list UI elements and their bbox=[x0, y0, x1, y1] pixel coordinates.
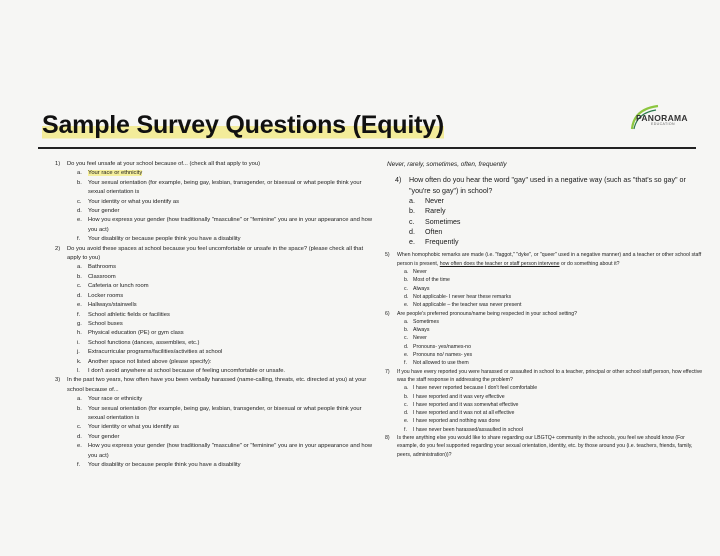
option bbox=[55, 320, 375, 329]
option-text: Always bbox=[413, 285, 430, 292]
option-letter: j. bbox=[77, 349, 80, 356]
option bbox=[55, 405, 375, 424]
option-text: Your gender bbox=[88, 433, 120, 440]
option bbox=[55, 348, 375, 357]
option-letter: c. bbox=[77, 424, 82, 431]
option-text: Hallways/stairwells bbox=[88, 302, 137, 309]
option bbox=[55, 216, 375, 235]
option bbox=[55, 301, 375, 310]
option-letter: b. bbox=[409, 207, 415, 216]
option-text: School functions (dances, assemblies, etc.) bbox=[88, 339, 200, 346]
option bbox=[385, 196, 703, 206]
option-text: Never bbox=[413, 335, 427, 342]
option-text: Sometimes bbox=[413, 318, 439, 325]
option bbox=[385, 417, 703, 425]
option bbox=[55, 358, 375, 367]
left-column bbox=[55, 160, 375, 470]
option-text: How you express your gender (how traditionally "masculine" or "feminine" you are in your appearance and how you act) bbox=[88, 217, 373, 233]
option-letter: c. bbox=[404, 335, 409, 342]
option-text: Bathrooms bbox=[88, 264, 117, 271]
option bbox=[55, 395, 375, 404]
question-text: Do you avoid these spaces at school because you feel uncomfortable or unsafe in the space? (please check all that apply to you) bbox=[67, 245, 364, 262]
option-text: Classroom bbox=[88, 273, 116, 280]
option bbox=[385, 326, 703, 334]
option-text: I have never been harassed/assaulted in school bbox=[413, 426, 523, 433]
option bbox=[385, 227, 703, 237]
scale-note: Never, rarely, sometimes, often, frequently bbox=[387, 161, 507, 168]
option-letter: l. bbox=[77, 367, 80, 374]
option-text: I have never reported because I don't feel comfortable bbox=[413, 385, 538, 392]
option bbox=[385, 409, 703, 417]
option-text: Not applicable – the teacher was never present bbox=[413, 302, 522, 309]
right-column bbox=[385, 160, 703, 459]
option-letter: e. bbox=[77, 217, 82, 224]
option bbox=[55, 367, 375, 376]
option bbox=[385, 334, 703, 342]
question-7: 7) If you have every reported you were harassed or assaulted in school to a teacher, principal or other school staff person, how effective was the staff response in addressing the problem? bbox=[385, 368, 703, 383]
title-divider bbox=[38, 147, 696, 149]
option-text: Your identity or what you identify as bbox=[88, 424, 179, 431]
option-text: Your disability or because people think you have a disability bbox=[88, 236, 241, 243]
option bbox=[385, 206, 703, 216]
question-text: Do you feel unsafe at your school because of... (check all that apply to you) bbox=[67, 161, 261, 167]
option-letter: c. bbox=[404, 401, 409, 408]
option-letter: c. bbox=[404, 285, 409, 292]
question-8: 8) Is there anything else you would like to share regarding our LBGTQ+ community in the schools, you feel we should know (For example, do you feel supported regarding your sexual orientation, identity, etc. by those around you (i.e. teachers, friends, family, peers, administration))? bbox=[385, 435, 693, 458]
option-text: Cafeteria or lunch room bbox=[88, 283, 149, 290]
option-text: Your race or ethnicity bbox=[88, 170, 143, 177]
option-letter: c. bbox=[77, 283, 82, 290]
question-1: 1) Do you feel unsafe at your school because of... (check all that apply to you) bbox=[55, 161, 261, 167]
option-letter: d. bbox=[404, 343, 409, 350]
option bbox=[385, 268, 703, 276]
option-letter: b. bbox=[77, 405, 82, 412]
question-text: Is there anything else you would like to share regarding our LBGTQ+ community in the schools, you feel we should know (For example, do you feel supported regarding your sexual orientation, identity, etc. by those around you (i.e. teachers, friends, family, peers, administration))? bbox=[397, 435, 693, 458]
option-letter: d. bbox=[409, 227, 415, 236]
option-text: Locker rooms bbox=[88, 292, 124, 299]
question-text: In the past two years, how often have you been verbally harassed (name-calling, threats, etc. directed at you) at your school because of... bbox=[67, 377, 367, 393]
option-text: Rarely bbox=[425, 207, 446, 216]
option-text: Sometimes bbox=[425, 217, 461, 226]
emphasis-underline: how often does the teacher or staff person intervene bbox=[439, 260, 560, 267]
option-text: How you express your gender (how traditionally "masculine" or "feminine" you are in your appearance and how you act) bbox=[88, 443, 373, 459]
option-text: I have reported and it was not at all effective bbox=[413, 410, 515, 417]
option-text: Always bbox=[413, 327, 430, 334]
option bbox=[55, 461, 375, 470]
question-4: 4) How often do you hear the word "gay" used in a negative way (such as "that's so gay" or "you're so gay") in school? bbox=[395, 176, 686, 195]
option-letter: e. bbox=[404, 352, 409, 359]
option-letter: k. bbox=[77, 358, 82, 365]
option-text: I don't avoid anywhere at school because of feeling uncomfortable or unsafe. bbox=[88, 367, 286, 374]
option-letter: e. bbox=[77, 443, 82, 450]
option bbox=[55, 282, 375, 291]
option-letter: b. bbox=[77, 273, 82, 280]
question-6: 6) Are people's preferred pronouns/name being respected in your school setting? bbox=[385, 310, 578, 317]
option-letter: a. bbox=[409, 197, 415, 205]
option-text: I have reported and nothing was done bbox=[413, 418, 501, 425]
option-letter: h. bbox=[77, 330, 82, 337]
option-letter: c. bbox=[409, 217, 415, 226]
option-letter: f. bbox=[77, 236, 81, 243]
option-letter: d. bbox=[77, 433, 82, 440]
option-text: Your disability or because people think you have a disability bbox=[88, 462, 241, 468]
option bbox=[385, 351, 703, 359]
option-text: Never bbox=[413, 269, 427, 276]
option-text: Your sexual orientation (for example, being gay, lesbian, transgender, or bisexual or what people think your sexual orientation is bbox=[88, 405, 362, 421]
option-letter: c. bbox=[77, 198, 82, 205]
option-letter: e. bbox=[409, 238, 415, 247]
option-letter: d. bbox=[77, 292, 82, 299]
option-letter: a. bbox=[77, 396, 82, 403]
option-text: Pronouns no/ names- yes bbox=[413, 352, 473, 359]
option bbox=[385, 237, 703, 247]
option-letter: f. bbox=[77, 462, 81, 468]
option bbox=[385, 293, 703, 301]
option-text: Not applicable- I never hear these remarks bbox=[413, 293, 512, 300]
option-letter: i. bbox=[77, 339, 80, 346]
option bbox=[55, 235, 375, 244]
option-text: Never bbox=[425, 197, 444, 205]
option-letter: g. bbox=[77, 320, 82, 327]
option-text: Often bbox=[425, 227, 443, 236]
option-letter: a. bbox=[77, 170, 82, 177]
question-2: 2) Do you avoid these spaces at school because you feel uncomfortable or unsafe in the space? (please check all that apply to you) bbox=[55, 245, 364, 262]
option bbox=[385, 401, 703, 409]
option bbox=[385, 276, 703, 284]
option bbox=[55, 433, 375, 442]
option-text: Your sexual orientation (for example, being gay, lesbian, transgender, or bisexual or what people think your sexual orientation is bbox=[88, 179, 362, 196]
question-text: If you have every reported you were harassed or assaulted in school to a teacher, principal or other school staff person, how effective was the staff response in addressing the problem? bbox=[397, 368, 703, 383]
option bbox=[385, 301, 703, 309]
option-letter: d. bbox=[404, 410, 409, 417]
option-text: Most of the time bbox=[413, 277, 450, 284]
option bbox=[55, 423, 375, 432]
option bbox=[385, 359, 703, 367]
option-letter: b. bbox=[404, 277, 409, 284]
option-text: School athletic fields or facilities bbox=[88, 311, 170, 318]
option-letter: b. bbox=[404, 327, 409, 334]
option-text: Your race or ethnicity bbox=[88, 396, 143, 403]
option-letter: a. bbox=[404, 269, 409, 276]
option-letter: f. bbox=[404, 360, 407, 367]
option-letter: a. bbox=[77, 264, 82, 271]
option-letter: a. bbox=[404, 318, 409, 325]
option bbox=[385, 426, 703, 434]
option bbox=[55, 311, 375, 320]
option-text: I have reported and it was somewhat effective bbox=[413, 401, 519, 408]
option-letter: d. bbox=[404, 293, 409, 300]
option-letter: f. bbox=[77, 311, 81, 318]
option-letter: a. bbox=[404, 385, 409, 392]
option-letter: f. bbox=[404, 426, 407, 433]
option bbox=[385, 343, 703, 351]
option bbox=[385, 285, 703, 293]
option bbox=[55, 169, 375, 178]
option-text: I have reported and it was very effective bbox=[413, 393, 505, 400]
page-title: Sample Survey Questions (Equity) bbox=[42, 111, 445, 139]
option-text: Your gender bbox=[88, 208, 120, 215]
logo-tagline: EDUCATION bbox=[651, 122, 675, 126]
option bbox=[385, 318, 703, 326]
option bbox=[385, 217, 703, 227]
option-text: Another space not listed above (please specify): bbox=[88, 358, 212, 365]
option bbox=[55, 263, 375, 272]
option-letter: b. bbox=[404, 393, 409, 400]
option-text: Frequently bbox=[425, 238, 459, 247]
question-text: Are people's preferred pronouns/name being respected in your school setting? bbox=[397, 310, 578, 317]
option-text: Your identity or what you identify as bbox=[88, 198, 179, 205]
question-text: How often do you hear the word "gay" used in a negative way (such as "that's so gay" or "you're so gay") in school? bbox=[409, 176, 686, 195]
logo-name: PANORAMA bbox=[636, 113, 688, 123]
option-text: School buses bbox=[88, 320, 123, 327]
option-letter: e. bbox=[404, 302, 409, 309]
option bbox=[55, 179, 375, 198]
option bbox=[385, 393, 703, 401]
question-3: 3) In the past two years, how often have you been verbally harassed (name-calling, threats, etc. directed at you) at your school because of... bbox=[55, 377, 367, 393]
option-text: Not allowed to use them bbox=[413, 360, 469, 367]
option bbox=[55, 198, 375, 207]
option-text: Pronouns- yes/names-no bbox=[413, 343, 471, 350]
option bbox=[55, 292, 375, 301]
option bbox=[55, 273, 375, 282]
option bbox=[55, 207, 375, 216]
option-letter: d. bbox=[77, 208, 82, 215]
option bbox=[385, 384, 703, 392]
option-text: Extracurricular programs/facilities/activities at school bbox=[88, 349, 223, 356]
option-letter: b. bbox=[77, 179, 82, 186]
option bbox=[55, 329, 375, 338]
option-letter: e. bbox=[404, 418, 409, 425]
question-5: 5) When homophobic remarks are made (i.e. "faggot," "dyke", or "queer" used in a negative manner) and a teacher or other school staff person is present, how often does the teacher or staff person intervene or do something about it? bbox=[385, 252, 702, 267]
option-text: Physical education (PE) or gym class bbox=[88, 330, 184, 337]
option bbox=[55, 442, 375, 461]
option bbox=[55, 339, 375, 348]
option-letter: e. bbox=[77, 302, 82, 309]
